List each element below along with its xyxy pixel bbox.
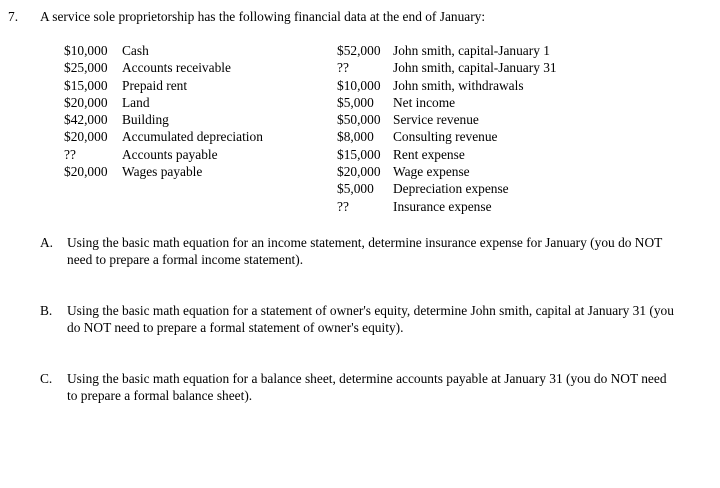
part-letter: A. <box>40 235 54 250</box>
item-label: Land <box>122 94 150 110</box>
item-amount: $10,000 <box>64 43 108 58</box>
question-number: 7. <box>8 9 19 24</box>
item-label: Consulting revenue <box>393 129 498 145</box>
item-amount: $5,000 <box>337 181 374 197</box>
item-label: Prepaid rent <box>122 77 188 93</box>
list-item <box>337 146 557 163</box>
item-amount: $5,000 <box>337 94 374 110</box>
part-letter: C. <box>40 371 53 386</box>
item-amount: $42,000 <box>64 112 108 128</box>
item-amount: $52,000 <box>337 43 381 58</box>
item-label: Wages payable <box>122 164 203 180</box>
item-amount: $15,000 <box>337 146 381 162</box>
part-text: Using the basic math equation for a balance sheet, determine accounts payable at January 31 (you do NOT need to prepare a formal balance sheet). <box>67 371 667 403</box>
list-item <box>337 94 557 111</box>
list-item <box>337 111 557 128</box>
list-item <box>64 128 263 145</box>
item-amount: $8,000 <box>337 129 374 145</box>
item-amount: ?? <box>337 198 349 214</box>
question-stem: A service sole proprietorship has the following financial data at the end of January: <box>40 9 486 24</box>
list-item <box>337 198 557 215</box>
list-item <box>64 94 263 111</box>
item-label: Accounts receivable <box>122 60 231 76</box>
item-label: Insurance expense <box>393 198 492 214</box>
part-text: Using the basic math equation for a statement of owner's equity, determine John smith, capital at January 31 (you do NOT need to prepare a formal statement of owner's equity). <box>67 303 674 335</box>
list-item <box>337 42 557 59</box>
item-amount: $10,000 <box>337 77 381 93</box>
part-text: Using the basic math equation for an income statement, determine insurance expense for January (you do NOT need to prepare a formal income statement). <box>67 235 663 267</box>
part-letter: B. <box>40 303 53 318</box>
item-label: Accumulated depreciation <box>122 129 263 145</box>
item-label: Net income <box>393 94 456 110</box>
item-amount: ?? <box>64 146 76 162</box>
item-amount: $20,000 <box>64 164 108 180</box>
item-amount: $20,000 <box>64 94 108 110</box>
list-item <box>64 146 263 163</box>
item-amount: $25,000 <box>64 60 108 76</box>
list-item <box>64 163 263 180</box>
list-item <box>337 180 557 197</box>
item-amount: $20,000 <box>64 129 108 145</box>
item-label: Service revenue <box>393 112 479 128</box>
item-label: Accounts payable <box>122 146 218 162</box>
item-label: Depreciation expense <box>393 181 509 197</box>
item-amount: ?? <box>337 60 349 76</box>
list-item <box>64 42 263 59</box>
list-item <box>337 59 557 76</box>
item-label: John smith, capital-January 31 <box>393 60 557 76</box>
list-item <box>337 163 557 180</box>
item-label: John smith, capital-January 1 <box>393 43 550 58</box>
item-label: Building <box>122 112 169 128</box>
list-item <box>64 59 263 76</box>
list-item <box>64 111 263 128</box>
item-amount: $15,000 <box>64 77 108 93</box>
item-label: Rent expense <box>393 146 465 162</box>
list-item <box>64 77 263 94</box>
list-item <box>337 77 557 94</box>
item-amount: $50,000 <box>337 112 381 128</box>
item-label: Cash <box>122 43 149 58</box>
list-item <box>337 128 557 145</box>
right-data-column <box>337 42 557 215</box>
item-amount: $20,000 <box>337 164 381 180</box>
item-label: Wage expense <box>393 164 470 180</box>
left-data-column <box>64 42 263 180</box>
item-label: John smith, withdrawals <box>393 77 524 93</box>
